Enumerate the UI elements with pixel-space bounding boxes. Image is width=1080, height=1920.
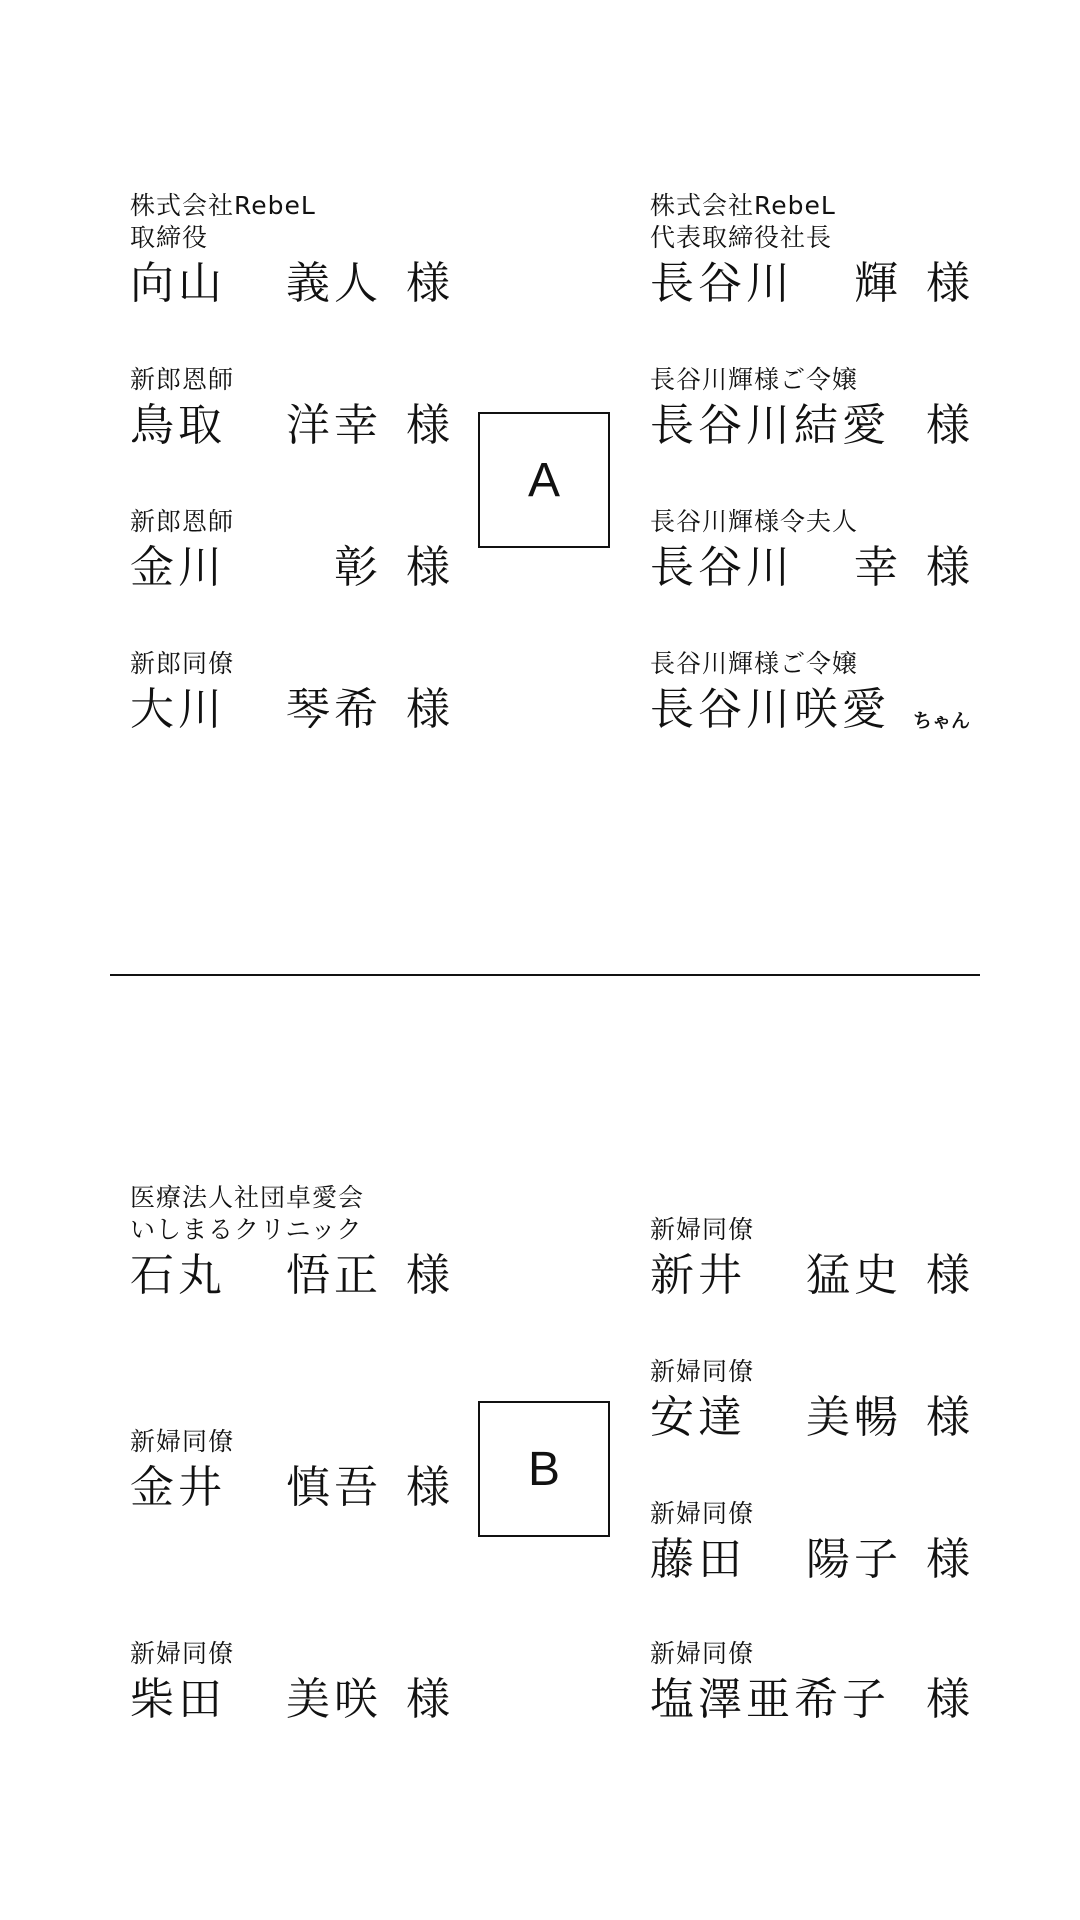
guest-name	[130, 1672, 450, 1728]
guest-title: 新婦同僚	[130, 1639, 235, 1668]
family-name: 金川	[130, 542, 226, 593]
family-name: 藤田	[650, 1534, 746, 1585]
honorific: 様	[406, 1250, 450, 1301]
table-marker-b: B	[478, 1401, 610, 1537]
table-marker-a: A	[478, 412, 610, 548]
given-name: 彰	[334, 542, 382, 593]
guest-title: 代表取締役社長	[650, 223, 833, 252]
family-name: 新井	[650, 1250, 746, 1301]
guest-name	[130, 682, 450, 738]
guest-name	[650, 682, 970, 738]
guest-title: 新婦同僚	[650, 1357, 755, 1386]
given-name: 陽子	[806, 1534, 902, 1585]
guest-entry	[130, 1426, 450, 1516]
family-name: 安達	[650, 1392, 746, 1443]
guest-entry	[650, 506, 970, 596]
guest-title: 新婦同僚	[130, 1427, 235, 1456]
honorific: ちゃん	[912, 710, 970, 732]
family-name: 長谷川	[650, 258, 794, 309]
family-name: 鳥取	[130, 400, 226, 451]
guest-entry	[650, 1214, 970, 1304]
honorific: 様	[926, 400, 970, 451]
guest-entry	[650, 648, 970, 738]
guest-entry	[650, 1498, 970, 1588]
guest-name	[650, 1390, 970, 1446]
guest-name	[650, 1532, 970, 1588]
given-name: 猛史	[806, 1250, 902, 1301]
honorific: 様	[406, 1462, 450, 1513]
family-name: 長谷川	[650, 542, 794, 593]
guest-title: 長谷川輝様令夫人	[650, 507, 859, 536]
guest-name	[650, 540, 970, 596]
honorific: 様	[406, 542, 450, 593]
family-name: 向山	[130, 258, 226, 309]
guest-entry	[130, 190, 450, 312]
honorific: 様	[926, 1392, 970, 1443]
guest-entry	[650, 1638, 970, 1728]
given-name: 美咲	[286, 1674, 382, 1725]
honorific: 様	[406, 400, 450, 451]
given-name: 洋幸	[286, 400, 382, 451]
guest-name	[130, 1248, 450, 1304]
guest-entry	[130, 1638, 450, 1728]
guest-entry	[650, 190, 970, 312]
honorific: 様	[406, 258, 450, 309]
guest-title: 取締役	[130, 223, 209, 252]
guest-title: 新婦同僚	[650, 1499, 755, 1528]
given-name: 美暢	[806, 1392, 902, 1443]
guest-title: 長谷川輝様ご令嬢	[650, 649, 859, 678]
guest-entry	[650, 1356, 970, 1446]
guest-name	[130, 540, 450, 596]
guest-title: 新郎同僚	[130, 649, 235, 678]
guest-name	[650, 1248, 970, 1304]
guest-name	[130, 256, 450, 312]
guest-title: 長谷川輝様ご令嬢	[650, 365, 859, 394]
honorific: 様	[926, 1250, 970, 1301]
family-name: 塩澤亜希子	[650, 1674, 890, 1725]
honorific: 様	[926, 542, 970, 593]
given-name: 琴希	[286, 684, 382, 735]
guest-title: 新婦同僚	[650, 1639, 755, 1668]
family-name: 金井	[130, 1462, 226, 1513]
honorific: 様	[926, 1534, 970, 1585]
given-name: 幸	[854, 542, 902, 593]
guest-title: 新郎恩師	[130, 507, 235, 536]
guest-title: いしまるクリニック	[130, 1215, 363, 1244]
honorific: 様	[406, 684, 450, 735]
guest-entry	[130, 364, 450, 454]
family-name: 大川	[130, 684, 226, 735]
honorific: 様	[926, 1674, 970, 1725]
guest-name	[130, 398, 450, 454]
guest-entry	[130, 1182, 450, 1304]
given-name: 慎吾	[286, 1462, 382, 1513]
guest-title: 株式会社RebeL	[650, 191, 836, 220]
section-divider	[110, 974, 980, 976]
family-name: 長谷川結愛	[650, 400, 890, 451]
honorific: 様	[406, 1674, 450, 1725]
honorific: 様	[926, 258, 970, 309]
guest-name	[130, 1460, 450, 1516]
guest-entry	[130, 506, 450, 596]
guest-name	[650, 1672, 970, 1728]
given-name: 義人	[286, 258, 382, 309]
guest-name	[650, 256, 970, 312]
guest-name	[650, 398, 970, 454]
family-name: 柴田	[130, 1674, 226, 1725]
guest-entry	[130, 648, 450, 738]
family-name: 長谷川咲愛	[650, 684, 890, 735]
family-name: 石丸	[130, 1250, 226, 1301]
guest-title: 新婦同僚	[650, 1215, 755, 1244]
guest-entry	[650, 364, 970, 454]
given-name: 輝	[854, 258, 902, 309]
guest-title: 株式会社RebeL	[130, 191, 316, 220]
guest-title: 新郎恩師	[130, 365, 235, 394]
guest-title: 医療法人社団卓愛会	[130, 1183, 365, 1212]
given-name: 悟正	[286, 1250, 382, 1301]
